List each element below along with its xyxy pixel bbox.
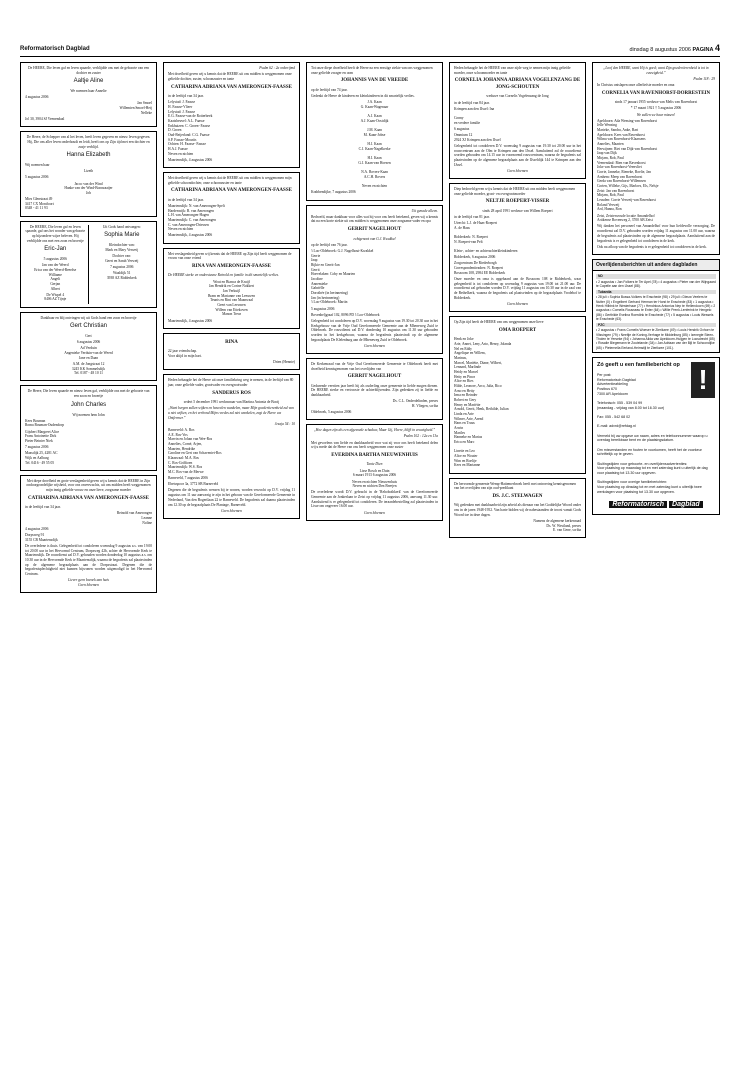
birth-ad-hanna: De Heere, de Schepper van al het leven, heeft leven gegeven en nieuw leven gegeven. Hij, Die ons aller leven onderhoudt en leidt, heeft ons op Zijn tijd met een dochter en zusje verblijd. Hanna Elizabeth Wij noemen haar Lizeth 5 augustus 2006 Jacco van der Wind Hanke van der Wind-Boonzaaijer Job Mies Glenstraat 49 3417 CX Montfoort 0348 - 41 11 93 <box>20 131 157 216</box>
death-ad-gerrit-church: De Kerkenraad van de Vrije Oud Gereformeerde Gemeente te Oldebroek heeft met droefheid kennisgenomen van het overlijden van GERRIT NAGELHOUT Gedurende veertien jaar heeft hij als ouderling onze gemeente in liefde mogen dienen. De HEERE sterke en vertrooste de achterblijvenden. Zijn gedenken zij in liefde en dankbaarheid. Ds. C.L. Onderdelinden, preses H. Vliegen, scriba Oldebroek, 5 augustus 2006 <box>306 358 443 420</box>
column-3 <box>306 62 443 1028</box>
column-4 <box>449 62 586 1028</box>
death-ad-rina: RINA 22 jaar vriendschap. Voor altijd in mijn hart. Drien (Hennie) <box>163 333 300 371</box>
how-to-submit-box <box>592 357 720 515</box>
death-ad-sanderus-ros: Heden behaagde het de Heere uit onze familiekring weg te nemen, in de leeftijd van 80 jaar, onze geliefde vader, grootvader en overgrootvader SANDERUS ROS sedert 5 december 1991 weduwnaar van Martina Antonia de Booij „Want bergen zullen wijken en heuvelen wankelen, maar Mijn goedertierenheid zal van u niet wijken, en het verbond Mijns vredes zal niet wankelen, zegt de Heere uw Ontfermer.” Jesaja 54 : 10 Barneveld: A. Ros A.E. Ros-Vos Marvin en Johan van Wee-Ros Annelies, Corné, Arjen, Maarten, Hendrike Caroline en Gert van Schaveniet-Ros Klaaswaal: M.A. Ros C. Ros-Griffioen Maartensdijk: W.S. Ros M.C. Ros-van de Merwe Barneveld, 7 augustus 2006 Ebetsspoor 3a, 3772 SB Barneveld Degenen die de begrafenis wensen bij te wonen, worden verzocht op D.V. vrijdag 11 augustus om 11 uur aanwezig te zijn in het gebouw van de Gereformeerde Gemeente in Nederland, Van den Bogertlaan 22 te Barneveld. De begrafenis zal daarna plaatsvinden om 12.30 op de begraafplaats De Plantage, Barneveld. Geen bloemen <box>163 374 300 519</box>
column-1 <box>20 62 157 1028</box>
overview-title: Overlijdensberichten uit andere dagbladen <box>592 259 720 272</box>
paper-name: Reformatorisch Dagblad <box>20 46 90 53</box>
birth-ad-john: De Heere, Die leven spaarde en nieuw leven gaf, verblijdde ons met de geboorte van een zoon en broertje John Charles Wij noemen hem John Kees Bouman Roma Bouman-Oudendorp Gijsbert Margreet Alice Frans Antoinette Dirk Pieter Beinier Niek 7 augustus 2006 Maasdijk 25, 4281 AC Wijk en Aalburg Tel. 0416 - 49 55 05 <box>20 385 157 470</box>
death-ad-stelwagen: De hervormde gemeente Wemp-Hattemerbroek heeft met ontroering kennisgenomen van het overlijden van zijn oud-predikant DS. J.C. STELWAGEN Wij gedenken met dankbaarheid zijn arbeid als dienaar van het Goddelijke Woord onder ons in de jaren 1948-1952. Van harte bidden wij de nabestaanden de troost vanuit Gods Woord toe in deze dagen. Namens de algemene kerkenraad Ds. W. Westland, preses E. van Gene, scriba <box>449 478 586 539</box>
column-5 <box>592 62 720 1028</box>
death-ad-cornelia-vogelenzang: Heden behaagde het de HEERE van onze zijde weg te nemen mijn innig geliefde moeder, onze schoonmoeder en tante CORNELIA JOHANNA ADRIANA VOGELENZANG DE JONG-SCHOUTEN weduwe van Cornelis Vogelenzang de Jong in de leeftijd van 84 jaar. Krimpen aan den IJssel: Ina Conny en verdere familie 6 augustus Ommium 12 2924 XJ Krimpen aan den IJssel Gelegenheid tot condoleren D.V. woensdag 9 augustus van 19.30 tot 20.00 uur in het rouwcentrum aan de Olm te Krimpen aan den IJssel. Aansluitend zal de rouwdienst worden gehouden om 14.15 uur in voornoemd rouwcentrum, waarna de begrafenis zal plaatsvinden op de algemene begraafplaats aan de IJsseldijk 144 te Krimpen aan den IJssel. Geen bloemen <box>449 62 586 179</box>
death-ad-catharina-husband: Met diepe droefheid en grote verslagenheid geven wij u kennis dat de HEERE in Zijn ondoorgrondelijke wijsheid, voor ons onverwachts, uit ons midden heeft weggenomen mijn innig geliefde vrouw en onze lieve, zorgzame moeder CATHARINA ADRIANA VAN AMERONGEN-FAASSE in de leeftijd van 34 jaar. Reinold van Amerongen Leanne Noline 4 augustus 2006 Dorpsweg 91 3155 CB Maartensdijk De overledene is thuis. Gelegenheid tot condoleren woensdag 9 augustus a.s. van 19.00 tot 20.00 uur in het Hervormd Centrum, Dorpsweg 42b, achter de Hervormde Kerk te Maartensdijk. De rouwdienst zal D.V. gehouden worden donderdag 10 augustus a.s. om 10.30 uur in de Hervormde Kerk te Maartensdijk, waarna de begrafenis zal plaatsvinden op de algemene begraafplaats aan de Dorpsstraat. Degenen die de begrafenisplechtigheid niet kunnen bijwonen worden uitgenodigd in het Hervormd Centrum. Liever geen bezoek aan huis Geen bloemen <box>20 475 157 593</box>
birth-ad-gert: Dankbaar en blij ontvingen wij uit Gods hand een zoon en broertje Gert Christian Gert 6 augustus 2006 Ad Verduin Angenieke Verduin-van de Weerd Jane en Daan A.M. de Jongstraat 12 3245 KK Sommelsdijk Tel. 0187 - 48 10 11 <box>20 312 157 382</box>
overview-other-papers <box>592 259 720 353</box>
info-body: Per post: Reformatorisch Dagblad Advertentieafdeling Postbus 670 7300 AR Apeldoorn Telefonisch: 055 - 539 04 99 (maandag - vrijdag van 8.00 tot 16.30 uur) Fax: 055 - 542 68 02 E-mail: advrd@refdag.nl Vermeld bij uw opgave uw naam, adres en telefoonnummer waarop u overdag bereikbaar bent en de plaatsingsdatum. Om misverstanden en fouten te voorkomen, heeft het de voorkeur schriftelijk op te geven. Sluitingstijden voor geboorte- en overlijdensadvertenties: Voor plaatsing op maandag tot en met zaterdag kunt u uiterlijk de dag voor plaatsing tot 13.30 uur opgeven. Sluitingstijden voor overige familieberichten: Voor plaatsing op dinsdag tot en met zaterdag kunt u uiterlijk twee werkdagen voor plaatsing tot 13.30 uur opgeven. <box>597 372 708 494</box>
death-ad-catharina-family: Psalm 62 : 2a onberijmd Met droefheid geven wij u kennis dat de HEERE uit ons midden is weggenomen onze geliefde dochter, zuster, schoonzuster en tante CATHARINA ADRIANA VAN AMERONGEN-FAASSE in de leeftijd van 34 jaar. Lelystad: J. Faasse H. Faasse-Vlieer Lelystad: J. Faasse E.G. Faasse-van de Rotterbeek Kaatsheuvel: A.L. Faasse Enkhuizen: C. Groen- Faasse D. Groen Oud-Beijerland: C.G. Faasse S.P. Faasse-Mourits Ochten: H. Faasse- Faasse H.A.J. Faasse Neven en nichten Maartensdijk, 4 augustus 2006 <box>163 62 300 168</box>
column-2 <box>163 62 300 1028</box>
info-title: Zó geeft u een familiebericht op <box>597 361 680 368</box>
death-ad-everdina: „Hoe dagen zijn als een afgesnede schaduw, Maar Gij, Heere, blijft in eeuwigheid.” Psalm 102 : 12a en 13a Met gevoelens van liefde en dankbaarheid voor wat zij voor ons heeft betekend delen wij u mede dat de Heere van ons heeft weggenomen onze zuster EVERDINA BARTHA NIEUWENHUIS Tante Dien Lisse Bosch en Duin 6 maart 1913 6 augustus 2006 Neven en nichten Nieuwenhuis Neven en nichten Den Breejen De overledene wordt D.V. gebracht in de 'Rehobothkerk' van de Gereformeerde Gemeente aan de Jonkerlaan te Zeist op vrijdag 11 augustus 2006, aanvang 11.30 uur. Aansluitend is er gelegenheid tot condoleren. De teraardebestelling zal plaatsvinden in Lisse om ongeveer 16.00 uur. Geen bloemen <box>306 424 443 520</box>
birth-ad-split: De HEERE, Die leven gaf en leven spaarde, gaf ons het wonder van geboorte op bijzondere wijze beleven. Hij verblijdde ons met een zoon en broertje Eric-Jan 5 augustus 2006 Jan van der Weerd Erica van der Weerd-Reerdse Williame Angeli Gerjan Albert De Wispel 4 8406 AZ Tijnje Uit Gods hand ontvangen: Sophia Marie Kleindochter van: Mark en Mary Verweij Dochter van: Geert en Sarah Verweij 7 augustus 2006 Waaldijk 51 3938 AZ Ridderkerk <box>20 221 157 308</box>
death-ad-rina-friends: Met verslagenheid geven wij kennis dat de HEERE op Zijn tijd heeft weggenomen de vrouw van onze vriend RINA VAN AMERONGEN-FAASSE De HEERE sterke en ondersteune Reinold en familie in dit smartelijk verlies. Wout en Bianca de Kruijf Jan Hendrik en Corine Nokkert Jan Verkuijl Bram en Marianne van Leeuwen Teunis en Rini van Maanwaal Geert van Leeuwen Willem van Ettekoven Manon Treur Maartensdijk, 4 augustus 2006 <box>163 248 300 329</box>
page-header <box>20 44 720 57</box>
death-ad-catharina-inlaws: Met droefheid geven wij u kennis dat de HEERE uit ons midden is weggenomen mijn geliefde schoondochter, onze schoonzuster en tante CATHARINA ADRIANA VAN AMERONGEN-FAASSE in de leeftijd van 34 jaar. Maartensdijk: N. van Amerongen-Spelt Hardenwijk: B. van Amerongen L.H. van Amerongen-Hagen Maartensdijk: C. van Amerongen C. van Amerongen-Driessen Neven en nichten Maartensdijk, 4 augustus 2006 <box>163 172 300 244</box>
exclamation-icon: ! <box>691 362 715 398</box>
death-ad-oma-roepert: Op Zijn tijd heeft de HEERE van ons weggenomen onze lieve OMA ROEPERT Henk en Joke Arie, Annet, Leny, Arto, Henry, Jolanda Nel en Eddy Angelique en Willem, Marinus, Marcel, Mariëtte, Diane, Wilbert, Lennard, Marlinde Heidy en Marcel Hetty en Pinor Alice en Ries Hilde, Leonore, Arco, Julia, Rico Arno en Hetty Irma en Reinder Robert en Gery Henry en Mariëtte Arnold, Gerrit, Henk, Bethilde, Julian Linda en Arie Wilmer, Arie, Arend Hans en Truus Arwin Mariles Hanneke en Marius Erica en Marc Linette en Leo Alice en Wouter Wim en Roelije Kees en Marianne <box>449 316 586 473</box>
death-ad-neltje-roepert: Diep bedroefd geven wij u kennis dat de HEERE uit ons midden heeft weggenomen onze geliefde moeder, groot- en overgrootmoeder NELTJE ROEPERT-VISSER sinds 28 april 1991 weduwe van Willem Roepert in de leeftijd van 81 jaar. Utrecht: L.J. de Haas-Roepert A. de Haas Ridderkerk: N. Roepert N. Roepert-van Pelt Klein-, achter- en achterachterkleinkinderen Ridderkerk, 6 augustus 2006 Zorgcentrum De Riederborgh Correspondentieadres: N. Roepert Boszoom 108, 2984 EE Ridderkerk Onze moeder en oma is opgebaard aan de Boszoom 108 te Ridderkerk, waar gelegenheid is tot condoleren op woensdag 9 augustus van 19.00 tot 21.00 uur. De rouwdienst zal gehouden worden D.V. vrijdag 11 augustus om 10.30 uur in de zaal van de Bethelkerk, waarna de begrafenis zal plaatsvinden op de begraafplaats Vrodehof te Ridderkerk. Geen bloemen <box>449 183 586 312</box>
newspaper-logo: Reformatorisch Dagblad <box>597 500 715 509</box>
death-ad-gerrit-family: Uit genade alleen. Bedroefd, maar dankbaar voor alles wat hij voor ons heeft betekend, geven wij u kennis dat na een korte ziekte uit ons midden is weggenomen onze zorgzame vader en opa GERRIT NAGELHOUT echtgenoot van G.J. Kwakkel op de leeftijd van 76 jaar. 't Loo-Oldebroek: G.J. Nagelhout-Kwakkel Gerrie Jaap Rijkie en Gerrit-Jan Gerrit Hoevelaken: Coby en Maarten Jacoline Annemieke Gabriëlle Dorothée (in herinnering) Jan (in herinnering) 't Loo-Oldebroek: Martin 5 augustus 2006 Bovenbeljgraaf 102, 8096 PD 't Loo-Oldebroek Gelegenheid tot condoleren op D.V. woensdag 9 augustus van 19.30 tot 20.30 uur in het Kerkgebouw van de Vrije Oud Gereformeerde Gemeente aan de Mheneweg Zuid te Oldebroek. De rouwdienst zal D.V. donderdag 10 augustus om 11.30 uur gehouden worden in het kerkgebouw, waarna de begrafenis plaatsvindt op de algemene begraafplaats De Klelenburg aan de Mheneweg Zuid te Oldebroek. Geen bloemen <box>306 205 443 354</box>
birth-ad-aaltje: De HEERE, Die leven gaf en leven spaarde, verblijdde ons met de geboorte van een dochter en zuster Aaltje Aline We noemen haar Annelie 4 augustus 2006 Jan Smoel Willemien Smoel-Hetj Nelleke Jol 30, 3904 SJ Veenendaal <box>20 62 157 127</box>
death-ad-johannis: Tot onze diepe droefheid heeft de Heere na een ernstige ziekte van ons weggenomen onze geliefde zwager en oom JOHANNIS VAN DE VREEDE op de leeftijd van 74 jaar. Gedenkt de Heere de kinderen en kleinkinderen in dit smartelijk verlies. J.A. Kaan G. Kaan-Wagenaar A.J. Kaan A.J. Kaan-Oostdijk J.M. Kaan M. Kaan-Jobse H.J. Kaan C.J. Kaan-Nagelkerke H.I. Kaan G.J. Kaan-van Hoesen N.A. Rovers-Kaan A.C.H. Rovers Neven en nichten Krabbendijke, 7 augustus 2006 <box>306 62 443 201</box>
death-ad-cornelia-ravenhorst: „Loof den HEERE, want Hij is goed; want Zijn goedertierenheid is tot in eeuwigheid.” Psalm 118 : 29 In Christus ontslapen onze allerliefste moeder en oma CORNELIA VAN RAVENHORST-DORRESTEIN sinds 17 januari 1955 weduwe van Melis van Ravenhorst * 17 maart 1921 † 5 augustus 2006 We zullen we haar missen! Apeldoorn: Ada Wensing-van Ravenhorst Jelle Wensing Marieke, Sandra, Anke, Bart Apeldoorn: Kees van Ravenhorst Wilma van Ravenhorst-Klaassens Annelies, Maarten Herwijnen: Riet van Dijk-van Ravenhorst Jaap van Dijk Mirjam, Rob, Paul Veenendaal: Bien van Ravenhorst Joke van Ravenhorst-Veenvliet Corrie, Janneke, Rieneke, Roelie, Jan Arnhem: Meep van Ravenhorst Gerda van Ravenhorst-Willemsen Corien, Willeke, Gijs, Marloes, Els, Nelsje Zeist: Jan van Ravenhorst Mirjam, Rob, Paul Leusden: Corrie Verweij-van Ravenhorst Roland Verweij Ard, Hanna, Ron Zeist, Zeisterwoude locatie Amandelhof Artikense Bovenweg 2, 3700 AB Zeist Wij danken het personeel van Amandelhof voor hun liefdevolle verzorging. De rouwdienst zal D.V. gehouden worden vrijdag 11 augustus om 11.00 uur, waarna de begrafenis zal plaatsvinden op de algemene begraafplaats. Aansluitend aan de begrafenis is er gelegenheid tot condoleren in de kerk. Ook na afloop van de begrafenis is er gelegenheid tot condoleren in de kerk. <box>592 62 720 255</box>
overview-list: ND • 2 augustus • Jan Folkers te Ter Apel (78) • 4 augustus • Pieter van der Wijngaard te Capelle aan den IJssel (88). Tubantia • 28 juli • Sophia Bussa-Volkers te Enschede (98) • 29 juli • Dieuw Veelers te Nutter (0) • Engelbert Gerhard Herman ter Horst te Enschede (83) • 1 augustus • Henk Hilbink te Westerhaar (77) • Hendricus Antonius Nep te Hellendoorn (69) • 2 augustus • Cornelis Rousseau te Enter (64) • Willie Prenk-Lenferink te Hengelo (86) • Gerthilde Evelina Roerdink te Enschede (77) • 5 augustus • Louis Wessels te Enschede (63). PZC • 2 augustus • Frans Cornelis Woeser te Zierikzee (49) • Louis Hendrik Oxhorn te Vlissingen (79) • Neeltje de Koning-Verhage te Middelburg (85) • Izenegte Steen-Tholen te Yerseke (94) • Johanna Alida van Apeldoorn-Huijgen te Loosdrecht (85) • Rosalie Biegemann te Zoutelande (34) • Jan Adriaan van der Bijl te Schoondijke (65) • Pieternella Eerland-Heimstijl te Zierikzee (101). <box>592 271 720 353</box>
page-date: dinsdag 8 augustus 2006 PAGINA 4 <box>629 43 720 54</box>
